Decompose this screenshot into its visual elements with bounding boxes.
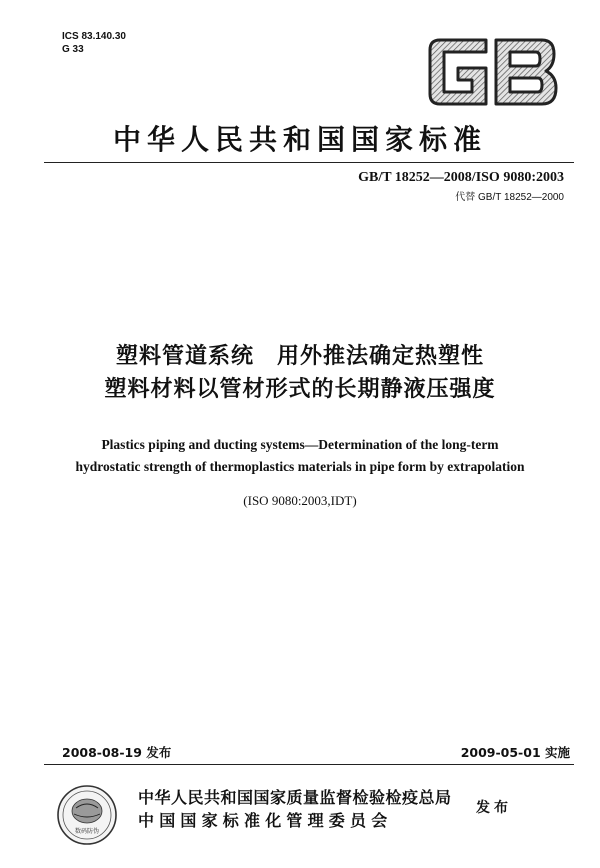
- anti-counterfeit-seal: [56, 784, 118, 846]
- title-cn-line1: 塑料管道系统 用外推法确定热塑性: [115, 344, 484, 369]
- title-en: [0, 434, 600, 478]
- issue-date: 2008-08-19 发布: [62, 745, 172, 760]
- bottom-divider: [44, 764, 574, 765]
- svg-text:GB: GB: [428, 36, 430, 37]
- replaces-standard: 代替 GB/T 18252—2000: [455, 192, 564, 203]
- title-en-line2: hydrostatic strength of thermoplastics materials in pipe form by extrapolation: [75, 459, 525, 474]
- publisher-line2: 中国国家标准化管理委员会: [138, 811, 393, 830]
- title-cn-line2: 塑料材料以管材形式的长期静液压强度: [104, 377, 496, 402]
- title-en-line1: Plastics piping and ducting systems—Determination of the long-term: [101, 437, 499, 452]
- standard-code: GB/T 18252—2008/ISO 9080:2003: [358, 170, 564, 185]
- standard-title: 中华人民共和国国家标准: [112, 123, 487, 156]
- ics-code: ICS 83.140.30: [62, 31, 126, 42]
- iso-equivalence: (ISO 9080:2003,IDT): [243, 493, 357, 508]
- publisher-line1: 中华人民共和国国家质量监督检验检疫总局: [138, 788, 452, 807]
- ccs-code: G 33: [62, 44, 84, 55]
- implementation-date: 2009-05-01 实施: [460, 745, 570, 760]
- gb-logo: [428, 36, 558, 108]
- classification-codes: [62, 30, 126, 56]
- publish-label: 发布: [476, 800, 512, 816]
- top-divider: [44, 162, 574, 163]
- seal-label: 数码防伪: [74, 828, 100, 835]
